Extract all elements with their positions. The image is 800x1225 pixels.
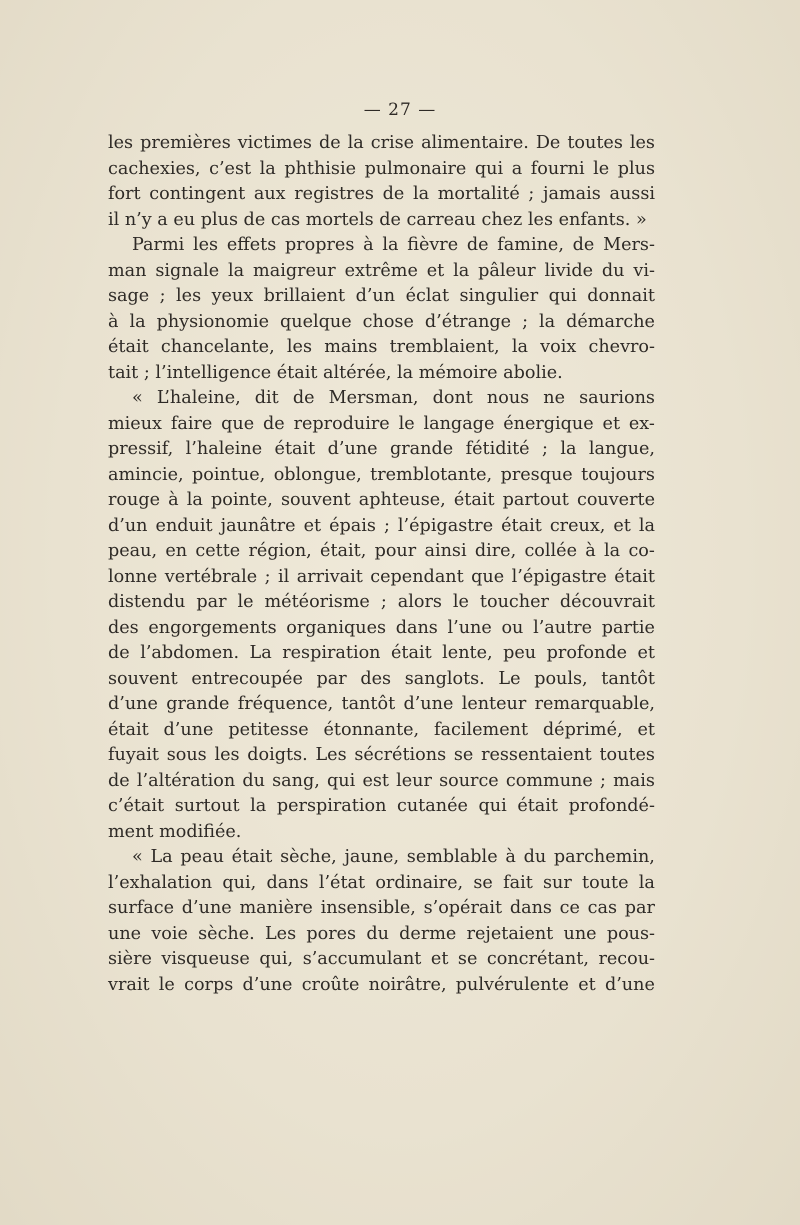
text-line: rouge à la pointe, souvent aphteuse, était partout couverte: [108, 490, 655, 510]
text-line: il n’y a eu plus de cas mortels de carreau chez les enfants. »: [108, 209, 647, 230]
text-line: distendu par le météorisme ; alors le toucher découvrait: [108, 592, 655, 612]
text-line: « La peau était sèche, jaune, semblable à du parchemin,: [132, 847, 655, 867]
text-line: de l’altération du sang, qui est leur source commune ; mais: [108, 770, 655, 791]
text-line: « L’haleine, dit de Mersman, dont nous ne saurions: [132, 388, 655, 408]
text-line: sière visqueuse qui, s’accumulant et se concrétant, recou-: [108, 949, 655, 969]
text-line: lonne vertébrale ; il arrivait cependant que l’épigastre était: [108, 566, 655, 587]
text-line: amincie, pointue, oblongue, tremblotante, presque toujours: [108, 464, 655, 485]
text-line: sage ; les yeux brillaient d’un éclat singulier qui donnait: [108, 286, 655, 306]
text-line: tait ; l’intelligence était altérée, la mémoire abolie.: [108, 362, 563, 383]
text-line: pressif, l’haleine était d’une grande fétidité ; la langue,: [108, 439, 655, 459]
text-line: d’un enduit jaunâtre et épais ; l’épigastre était creux, et la: [108, 515, 655, 536]
text-line: d’une grande fréquence, tantôt d’une lenteur remarquable,: [108, 694, 655, 714]
text-line: mieux faire que de reproduire le langage énergique et ex-: [108, 413, 655, 434]
text-line: était d’une petitesse étonnante, facilement déprimé, et: [108, 719, 655, 740]
text-line: vrait le corps d’une croûte noirâtre, pulvérulente et d’une: [108, 974, 655, 995]
text-line: surface d’une manière insensible, s’opérait dans ce cas par: [108, 898, 655, 918]
text-line: souvent entrecoupée par des sanglots. Le pouls, tantôt: [108, 668, 655, 689]
text-line: peau, en cette région, était, pour ainsi dire, collée à la co-: [108, 541, 655, 561]
text-line: fort contingent aux registres de la mortalité ; jamais aussi: [108, 184, 655, 204]
text-line: était chancelante, les mains tremblaient, la voix chevro-: [108, 337, 655, 357]
text-line: l’exhalation qui, dans l’état ordinaire, se fait sur toute la: [108, 872, 655, 893]
text-line: à la physionomie quelque chose d’étrange ; la démarche: [108, 311, 655, 332]
text-line: c’était surtout la perspiration cutanée qui était profondé-: [108, 796, 655, 816]
page-number: — 27 —: [363, 100, 437, 120]
text-line: man signale la maigreur extrême et la pâleur livide du vi-: [108, 260, 655, 281]
text-line: cachexies, c’est la phthisie pulmonaire qui a fourni le plus: [108, 158, 655, 179]
text-line: des engorgements organiques dans l’une ou l’autre partie: [108, 617, 655, 638]
body-text: [108, 131, 655, 998]
text-line: les premières victimes de la crise alimentaire. De toutes les: [108, 133, 655, 153]
text-line: Parmi les effets propres à la fièvre de famine, de Mers-: [132, 235, 655, 255]
text-line: ment modifiée.: [108, 821, 242, 842]
text-line: une voie sèche. Les pores du derme rejetaient une pous-: [108, 923, 655, 944]
text-line: fuyait sous les doigts. Les sécrétions se ressentaient toutes: [108, 745, 655, 765]
text-line: de l’abdomen. La respiration était lente, peu profonde et: [108, 643, 655, 663]
